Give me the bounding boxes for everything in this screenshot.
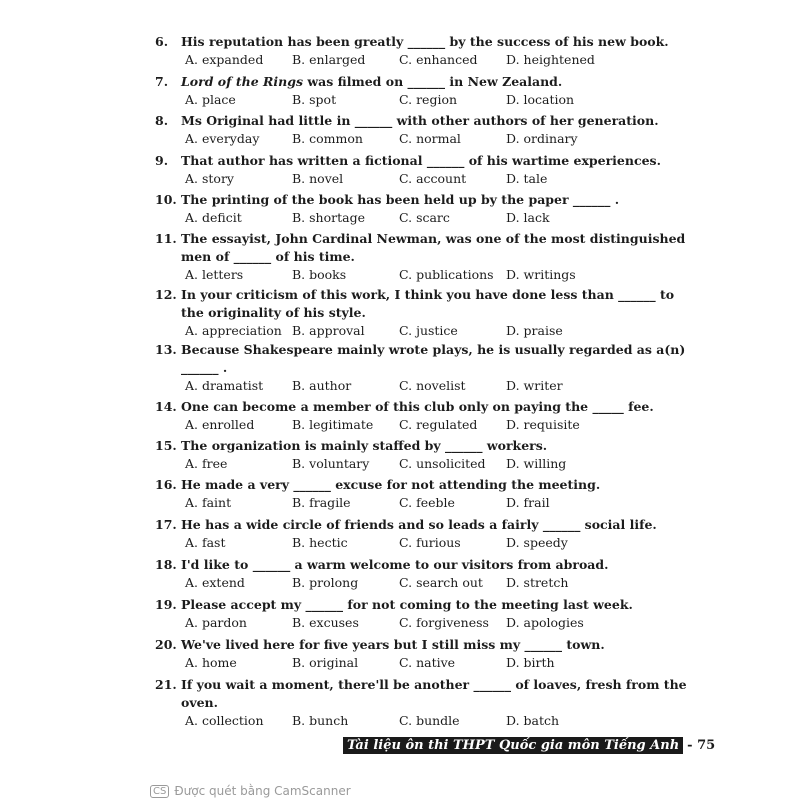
option-a: A. faint [185,495,232,510]
option-d: D. frail [506,495,550,510]
answer-options [155,614,625,631]
option-d: D. tale [506,171,548,186]
question-stem: If you wait a moment, there'll be another ______ of loaves, fresh from the [181,677,687,692]
option-c: C. region [399,92,458,107]
option-a: A. appreciation [185,323,282,338]
camscanner-logo-icon: CS [150,785,169,798]
option-d: D. apologies [506,615,584,630]
question-stem: The organization is mainly staffed by ______ workers. [181,438,548,453]
question-stem-line [155,73,625,91]
option-d: D. stretch [506,575,569,590]
option-c: C. furious [399,535,461,550]
question-stem-2: men of ______ of his time. [181,249,355,264]
answer-options [155,416,625,433]
option-a: A. story [185,171,234,186]
option-b: B. books [292,267,347,282]
option-d: D. location [506,92,575,107]
option-d: D. willing [506,456,567,471]
option-b: B. voluntary [292,456,370,471]
option-d: D. praise [506,323,563,338]
answer-options [155,377,625,394]
option-c: C. native [399,655,456,670]
option-a: A. enrolled [185,417,255,432]
question-number: 6. [155,34,169,49]
option-b: B. fragile [292,495,351,510]
option-c: C. scarc [399,210,450,225]
option-a: A. collection [185,713,264,728]
option-b: B. legitimate [292,417,374,432]
question-19 [155,596,633,631]
option-c: C. bundle [399,713,460,728]
question-stem-line [155,191,625,209]
option-c: C. publications [399,267,494,282]
page-footer [343,738,715,753]
question-stem-2: oven. [181,695,218,710]
question-number: 17. [155,517,177,532]
answer-options [155,209,625,226]
option-b: B. hectic [292,535,348,550]
question-13 [155,341,686,394]
question-stem-continuation [155,248,625,266]
option-a: A. extend [185,575,245,590]
question-stem: He made a very ______ excuse for not attending the meeting. [181,477,601,492]
option-a: A. pardon [185,615,247,630]
option-d: D. lack [506,210,550,225]
question-number: 11. [155,231,177,246]
option-a: A. letters [185,267,244,282]
option-c: C. unsolicited [399,456,486,471]
option-d: D. birth [506,655,555,670]
question-stem-continuation [155,694,625,712]
answer-options [155,574,625,591]
option-d: D. speedy [506,535,568,550]
question-8 [155,112,659,147]
option-b: B. common [292,131,363,146]
question-stem: Because Shakespeare mainly wrote plays, he is usually regarded as a(n) [181,342,686,357]
scanner-watermark [150,784,351,798]
watermark-text: Được quét bằng CamScanner [174,784,351,798]
question-stem-2: the originality of his style. [181,305,366,320]
question-17 [155,516,657,551]
question-stem-line [155,112,659,130]
question-18 [155,556,625,591]
question-stem-line [155,286,675,304]
option-a: A. deficit [185,210,242,225]
option-a: A. home [185,655,237,670]
question-number: 8. [155,113,169,128]
answer-options [155,322,625,339]
question-number: 21. [155,677,177,692]
question-11 [155,230,686,283]
book-title: Lord of the Rings [181,74,304,89]
question-stem: I'd like to ______ a warm welcome to our visitors from abroad. [181,557,609,572]
question-stem-2: ______ . [181,360,228,375]
option-d: D. batch [506,713,560,728]
book-title-banner: Tài liệu ôn thi THPT Quốc gia môn Tiếng Anh [343,737,683,754]
answer-options [155,654,625,671]
question-number: 19. [155,597,177,612]
answer-options [155,494,625,511]
option-a: A. dramatist [185,378,264,393]
question-14 [155,398,654,433]
question-stem-line [155,33,669,51]
answer-options [155,534,625,551]
option-b: B. excuses [292,615,359,630]
question-16 [155,476,625,511]
question-12 [155,286,675,339]
option-c: C. novelist [399,378,466,393]
question-number: 10. [155,192,177,207]
question-number: 7. [155,74,169,89]
answer-options [155,266,625,283]
option-b: B. bunch [292,713,349,728]
question-stem-line [155,152,661,170]
answer-options [155,712,625,729]
question-stem: One can become a member of this club only on paying the _____ fee. [181,399,654,414]
question-stem-line [155,676,687,694]
option-b: B. novel [292,171,344,186]
question-stem-line [155,437,625,455]
option-b: B. spot [292,92,337,107]
question-number: 16. [155,477,177,492]
question-stem-line [155,476,625,494]
option-b: B. original [292,655,359,670]
question-9 [155,152,661,187]
option-a: A. place [185,92,236,107]
question-number: 18. [155,557,177,572]
answer-options [155,51,625,68]
question-number: 20. [155,637,177,652]
question-21 [155,676,687,729]
answer-options [155,130,625,147]
question-stem: The essayist, John Cardinal Newman, was one of the most distinguished [181,231,686,246]
question-stem: He has a wide circle of friends and so leads a fairly ______ social life. [181,517,657,532]
question-stem: His reputation has been greatly ______ by the success of his new book. [181,34,669,49]
page-number: - 75 [687,738,716,753]
question-stem-line [155,398,654,416]
question-number: 12. [155,287,177,302]
question-10 [155,191,625,226]
question-number: 14. [155,399,177,414]
option-b: B. shortage [292,210,365,225]
question-number: 13. [155,342,177,357]
option-d: D. heightened [506,52,595,67]
question-6 [155,33,669,68]
question-20 [155,636,625,671]
question-stem-line [155,341,686,359]
option-d: D. ordinary [506,131,578,146]
question-stem-line [155,556,625,574]
question-15 [155,437,625,472]
question-stem: Ms Original had little in ______ with other authors of her generation. [181,113,659,128]
option-d: D. writer [506,378,563,393]
answer-options [155,455,625,472]
option-c: C. justice [399,323,458,338]
question-7 [155,73,625,108]
question-stem: That author has written a fictional ______ of his wartime experiences. [181,153,661,168]
question-number: 15. [155,438,177,453]
option-c: C. search out [399,575,483,590]
question-stem-line [155,230,686,248]
option-c: C. enhanced [399,52,478,67]
option-b: B. author [292,378,352,393]
option-d: D. requisite [506,417,580,432]
option-b: B. prolong [292,575,359,590]
option-b: B. approval [292,323,365,338]
option-a: A. expanded [185,52,264,67]
option-a: A. free [185,456,228,471]
option-c: C. normal [399,131,461,146]
option-a: A. everyday [185,131,260,146]
option-c: C. account [399,171,467,186]
question-stem-line [155,596,633,614]
question-stem: was filmed on ______ in New Zealand. [303,74,563,89]
question-stem-continuation [155,359,625,377]
option-c: C. regulated [399,417,478,432]
option-c: C. forgiveness [399,615,489,630]
question-stem-line [155,516,657,534]
question-stem: In your criticism of this work, I think you have done less than ______ to [181,287,675,302]
question-stem-line [155,636,625,654]
option-b: B. enlarged [292,52,366,67]
answer-options [155,170,625,187]
question-stem: The printing of the book has been held up by the paper ______ . [181,192,620,207]
answer-options [155,91,625,108]
option-c: C. feeble [399,495,455,510]
question-stem: We've lived here for five years but I still miss my ______ town. [181,637,605,652]
question-stem-continuation [155,304,625,322]
option-a: A. fast [185,535,226,550]
question-number: 9. [155,153,169,168]
question-stem: Please accept my ______ for not coming to the meeting last week. [181,597,633,612]
option-d: D. writings [506,267,576,282]
